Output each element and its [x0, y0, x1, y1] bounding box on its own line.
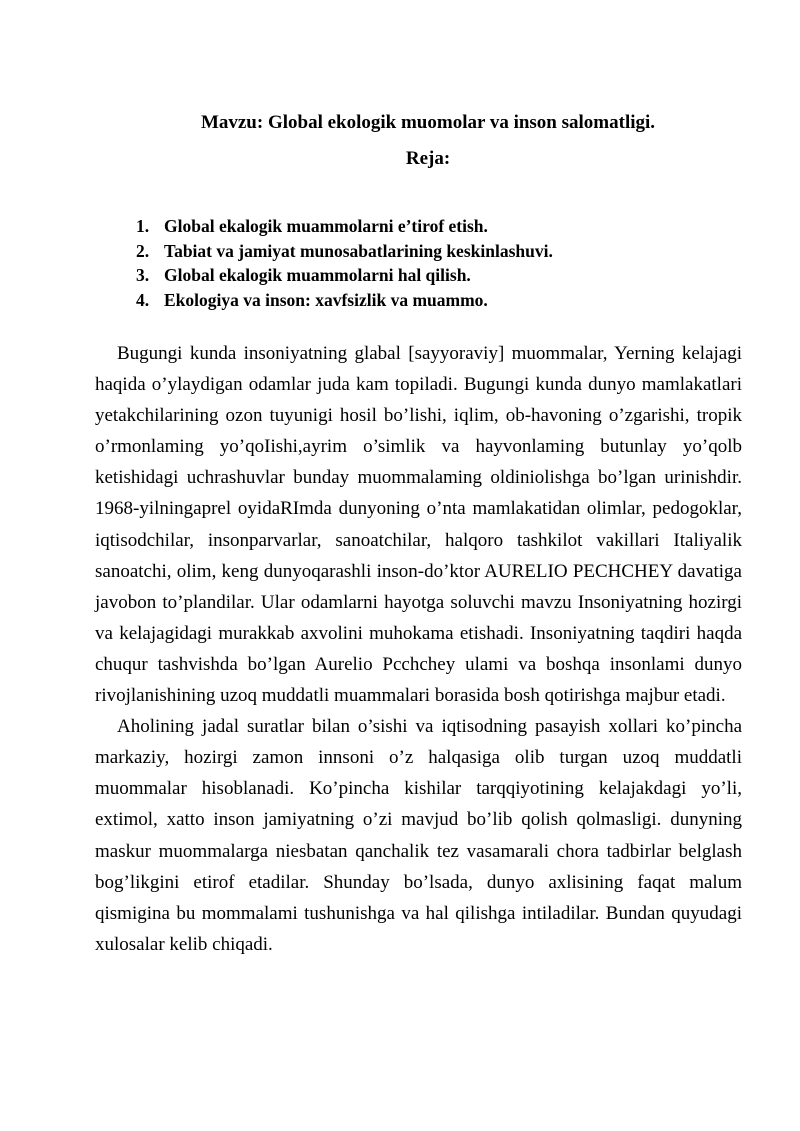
- paragraph: Aholining jadal suratlar bilan o’sishi va iqtisodning pasayish xollari ko’pincha markaziy, hozirgi zamon innsoni o’z halqasiga olib turgan uzoq muddatli muommalar hisoblanadi. Ko’pincha kishilar tarqqiyotining kelajakdagi yo’li, extimol, xatto inson jamiyatning o’zi mavjud bo’lib qolish qolmasligi. dunyning maskur muommalarga niesbatan qanchalik tez vasamarali chora tadbirlar belglash bog’likgini etirof etadilar. Shunday bo’lsada, dunyo axlisining faqat malum qismigina bu mommalami tushunishga va hal qilishga intiladilar. Bundan quyudagi xulosalar kelib chiqadi.: [95, 716, 742, 955]
- plan-item-text: Global ekalogik muammolarni e’tirof etish.: [164, 216, 488, 236]
- plan-item-number: 1.: [136, 216, 150, 236]
- plan-item: [136, 214, 553, 239]
- document-title: Mavzu: Global ekologik muomolar va inson salomatligi.: [200, 112, 656, 133]
- plan-item: [136, 288, 553, 313]
- paragraph: Bugungi kunda insoniyatning glabal [sayyoraviy] muommalar, Yerning kelajagi haqida o’ylaydigan odamlar juda kam topiladi. Bugungi kunda dunyo mamlakatlari yetakchilarining ozon tuyunigi hosil bo’lishi, iqlim, ob-havoning o’zgarishi, tropik o’rmonlaming yo’qoIishi,ayrim o’simlik va hayvonlaming butunlay yo’qolb ketishidagi uchrashuvlar bunday muommalaming oldiniolishga bo’lgan urinishdir. 1968-yilningaprel oyidaRImda dunyoning o’nta mamlakatidan olimlar, pedogoklar, iqtisodchilar, insonparvarlar, sanoatchilar, halqoro tashkilot vakillari Italiyalik sanoatchi, olim, keng dunyoqarashli inson-do’ktor AURELIO PECHCHEY davatiga javobon to’plandilar. Ular odamlarni hayotga soluvchi mavzu Insoniyatning hozirgi va kelajagidagi murakkab axvolini muhokama etishadi. Insoniyatning taqdiri haqda chuqur tashvishda bo’lgan Aurelio Pcchchey ulami va boshqa insonlami dunyo rivojlanishining uzoq muddatli muammalari borasida bosh qotirishga majbur etadi.: [95, 343, 742, 707]
- plan-item-number: 3.: [136, 265, 150, 285]
- plan-item-number: 2.: [136, 240, 150, 261]
- plan-item-text: Tabiat va jamiyat munosabatlarining keskinlashuvi.: [164, 240, 553, 261]
- plan-item-text: Global ekalogik muammolarni hal qilish.: [164, 265, 471, 285]
- plan-heading: Reja:: [405, 148, 451, 169]
- plan-item: [136, 263, 553, 288]
- plan-list: [136, 214, 553, 312]
- plan-item-text: Ekologiya va inson: xavfsizlik va muammo.: [164, 289, 488, 310]
- plan-item-number: 4.: [136, 289, 150, 310]
- plan-item: [136, 239, 553, 264]
- body-text: [95, 338, 742, 960]
